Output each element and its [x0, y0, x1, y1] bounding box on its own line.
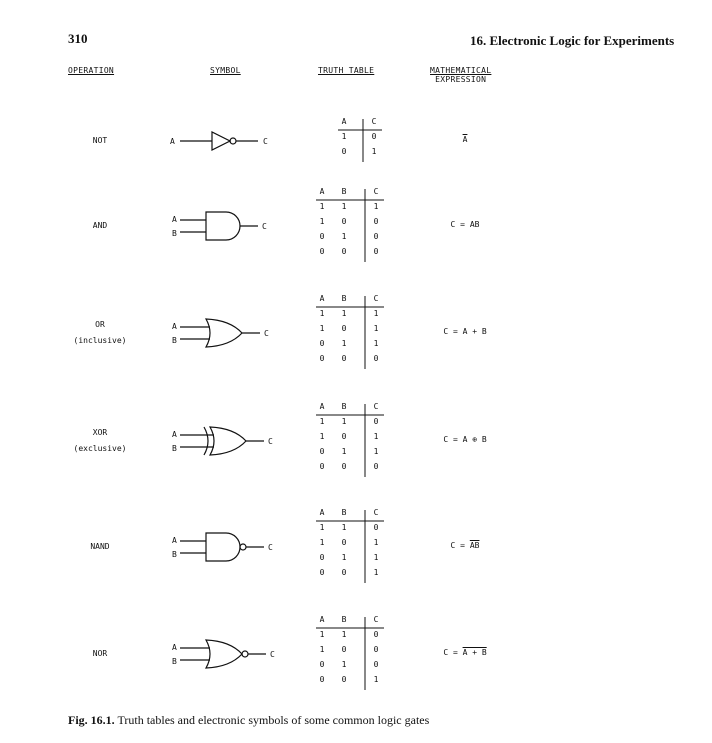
operation-name: NOT — [92, 136, 108, 145]
caption-text: Truth tables and electronic symbols of some common logic gates — [114, 713, 430, 727]
gate-symbol-and — [160, 201, 290, 251]
truth-table-cell: 0 — [319, 246, 325, 256]
truth-table-cell: 0 — [341, 246, 347, 256]
truth-table-and — [316, 187, 384, 262]
truth-table-cell: 1 — [373, 674, 379, 684]
math-expression-xor — [430, 435, 500, 444]
truth-table-cell: 1 — [341, 522, 347, 532]
gate-symbol-nand — [160, 522, 290, 572]
truth-table-or — [316, 294, 384, 369]
truth-table-header: A — [341, 116, 347, 126]
truth-table-header: C — [373, 507, 379, 517]
truth-table-cell: 1 — [373, 567, 379, 577]
truth-table-cell: 1 — [341, 659, 347, 669]
operation-label-nand — [45, 539, 155, 555]
figure-caption — [68, 713, 429, 728]
truth-table-header: B — [341, 401, 347, 411]
operation-label-or — [45, 317, 155, 349]
truth-table-cell: 1 — [373, 323, 379, 333]
truth-table-cell: 1 — [341, 629, 347, 639]
truth-table-cell: 0 — [341, 353, 347, 363]
output-label: C — [268, 543, 273, 552]
truth-table-cell: 1 — [341, 338, 347, 348]
column-header-operation: OPERATION — [68, 66, 115, 75]
operation-label-xor — [45, 425, 155, 457]
truth-table-cell: 0 — [341, 537, 347, 547]
truth-table-header: B — [341, 186, 347, 196]
input-label-b: B — [172, 229, 177, 238]
truth-table-header: B — [341, 614, 347, 624]
input-label-b: B — [172, 444, 177, 453]
truth-table-cell: 0 — [341, 461, 347, 471]
output-label: C — [264, 329, 269, 338]
truth-table-cell: 1 — [319, 629, 325, 639]
input-label-b: B — [172, 336, 177, 345]
truth-table-nor — [316, 615, 384, 690]
output-label: C — [263, 137, 268, 146]
truth-table-cell: 0 — [373, 659, 379, 669]
expression-text: C = A ⊕ B — [443, 435, 487, 444]
operation-subname: (exclusive) — [73, 444, 127, 453]
truth-table-cell: 1 — [319, 216, 325, 226]
truth-table-cell: 0 — [319, 659, 325, 669]
operation-label-and — [45, 218, 155, 234]
operation-label-nor — [45, 646, 155, 662]
gate-symbol-or — [160, 308, 290, 358]
operation-label-not — [45, 133, 155, 149]
truth-table-cell: 0 — [371, 131, 377, 141]
truth-table-cell: 0 — [319, 353, 325, 363]
running-head: 16. Electronic Logic for Experiments — [470, 33, 675, 48]
input-label-a: A — [172, 322, 177, 331]
truth-table-cell: 0 — [319, 338, 325, 348]
truth-table-cell: 0 — [341, 216, 347, 226]
output-label: C — [268, 437, 273, 446]
truth-table-cell: 1 — [371, 146, 377, 156]
truth-table-cell: 1 — [341, 131, 347, 141]
truth-table-header: C — [373, 401, 379, 411]
truth-table-cell: 1 — [319, 308, 325, 318]
operation-name: AND — [92, 221, 108, 230]
truth-table-xor — [316, 402, 384, 477]
truth-table-cell: 1 — [373, 431, 379, 441]
truth-table-cell: 1 — [341, 446, 347, 456]
column-header-math-line1: MATHEMATICAL — [430, 66, 492, 75]
caption-label: Fig. 16.1. — [68, 713, 115, 727]
truth-table-cell: 1 — [373, 552, 379, 562]
truth-table-cell: 1 — [373, 308, 379, 318]
truth-table-cell: 1 — [341, 201, 347, 211]
math-expression-nor — [430, 648, 500, 657]
truth-table-cell: 1 — [373, 201, 379, 211]
operation-name: NOR — [92, 649, 108, 658]
column-header-truth-table: TRUTH TABLE — [318, 66, 375, 75]
truth-table-cell: 0 — [373, 246, 379, 256]
truth-table-header: A — [319, 507, 325, 517]
input-label-a: A — [172, 215, 177, 224]
column-header-math-line2: EXPRESSION — [435, 75, 487, 84]
expression-overline-text: $\overline{AB}$ — [469, 541, 480, 550]
truth-table-cell: 1 — [319, 416, 325, 426]
gate-symbol-nor — [160, 629, 290, 679]
truth-table-cell: 0 — [373, 461, 379, 471]
operation-name: OR — [95, 320, 105, 329]
truth-table-cell: 1 — [319, 431, 325, 441]
input-label-a: A — [170, 137, 175, 146]
truth-table-header: A — [319, 186, 325, 196]
truth-table-cell: 0 — [341, 567, 347, 577]
output-label: C — [270, 650, 275, 659]
truth-table-cell: 0 — [341, 431, 347, 441]
gate-symbol-not — [160, 116, 290, 166]
truth-table-cell: 0 — [373, 522, 379, 532]
page-number: 310 — [68, 31, 88, 46]
expression-overline-text: $\overline{A}$ — [462, 135, 468, 144]
expression-text: C = — [443, 648, 463, 657]
truth-table-cell: 1 — [373, 338, 379, 348]
truth-table-cell: 1 — [319, 644, 325, 654]
truth-table-cell: 1 — [341, 308, 347, 318]
truth-table-cell: 0 — [319, 567, 325, 577]
column-header-symbol: SYMBOL — [210, 66, 241, 75]
truth-table-cell: 0 — [341, 644, 347, 654]
truth-table-not — [338, 117, 382, 162]
math-expression-not — [430, 135, 500, 144]
truth-table-cell: 0 — [373, 644, 379, 654]
truth-table-header: A — [319, 293, 325, 303]
truth-table-nand — [316, 508, 384, 583]
expression-text: C = A + B — [443, 327, 487, 336]
expression-overline-text: A + B — [462, 648, 487, 657]
truth-table-header: C — [373, 186, 379, 196]
truth-table-cell: 0 — [373, 629, 379, 639]
truth-table-cell: 0 — [319, 231, 325, 241]
truth-table-cell: 1 — [341, 552, 347, 562]
column-header-math — [430, 66, 491, 84]
input-label-a: A — [172, 430, 177, 439]
input-label-b: B — [172, 657, 177, 666]
truth-table-cell: 0 — [319, 461, 325, 471]
truth-table-cell: 0 — [341, 146, 347, 156]
truth-table-cell: 1 — [341, 231, 347, 241]
truth-table-cell: 0 — [373, 231, 379, 241]
truth-table-header: C — [373, 293, 379, 303]
truth-table-cell: 0 — [373, 353, 379, 363]
truth-table-cell: 0 — [319, 674, 325, 684]
operation-name: XOR — [92, 428, 108, 437]
expression-text: C = AB — [450, 220, 480, 229]
truth-table-header: A — [319, 401, 325, 411]
truth-table-cell: 0 — [373, 216, 379, 226]
truth-table-cell: 0 — [319, 552, 325, 562]
truth-table-cell: 1 — [373, 446, 379, 456]
truth-table-cell: 1 — [319, 201, 325, 211]
math-expression-and — [430, 220, 500, 229]
truth-table-cell: 0 — [341, 674, 347, 684]
truth-table-cell: 1 — [373, 537, 379, 547]
truth-table-cell: 1 — [319, 537, 325, 547]
truth-table-header: C — [373, 614, 379, 624]
truth-table-cell: 1 — [319, 522, 325, 532]
input-label-a: A — [172, 536, 177, 545]
truth-table-header: A — [319, 614, 325, 624]
truth-table-cell: 1 — [341, 416, 347, 426]
truth-table-cell: 1 — [319, 323, 325, 333]
gate-symbol-xor — [160, 416, 290, 466]
input-label-a: A — [172, 643, 177, 652]
math-expression-or — [430, 327, 500, 336]
truth-table-header: B — [341, 507, 347, 517]
expression-text: C = — [450, 541, 470, 550]
truth-table-cell: 0 — [341, 323, 347, 333]
operation-subname: (inclusive) — [73, 336, 127, 345]
math-expression-nand — [430, 541, 500, 550]
truth-table-header: C — [371, 116, 377, 126]
truth-table-header: B — [341, 293, 347, 303]
output-label: C — [262, 222, 267, 231]
input-label-b: B — [172, 550, 177, 559]
truth-table-cell: 0 — [373, 416, 379, 426]
truth-table-cell: 0 — [319, 446, 325, 456]
operation-name: NAND — [90, 542, 110, 551]
